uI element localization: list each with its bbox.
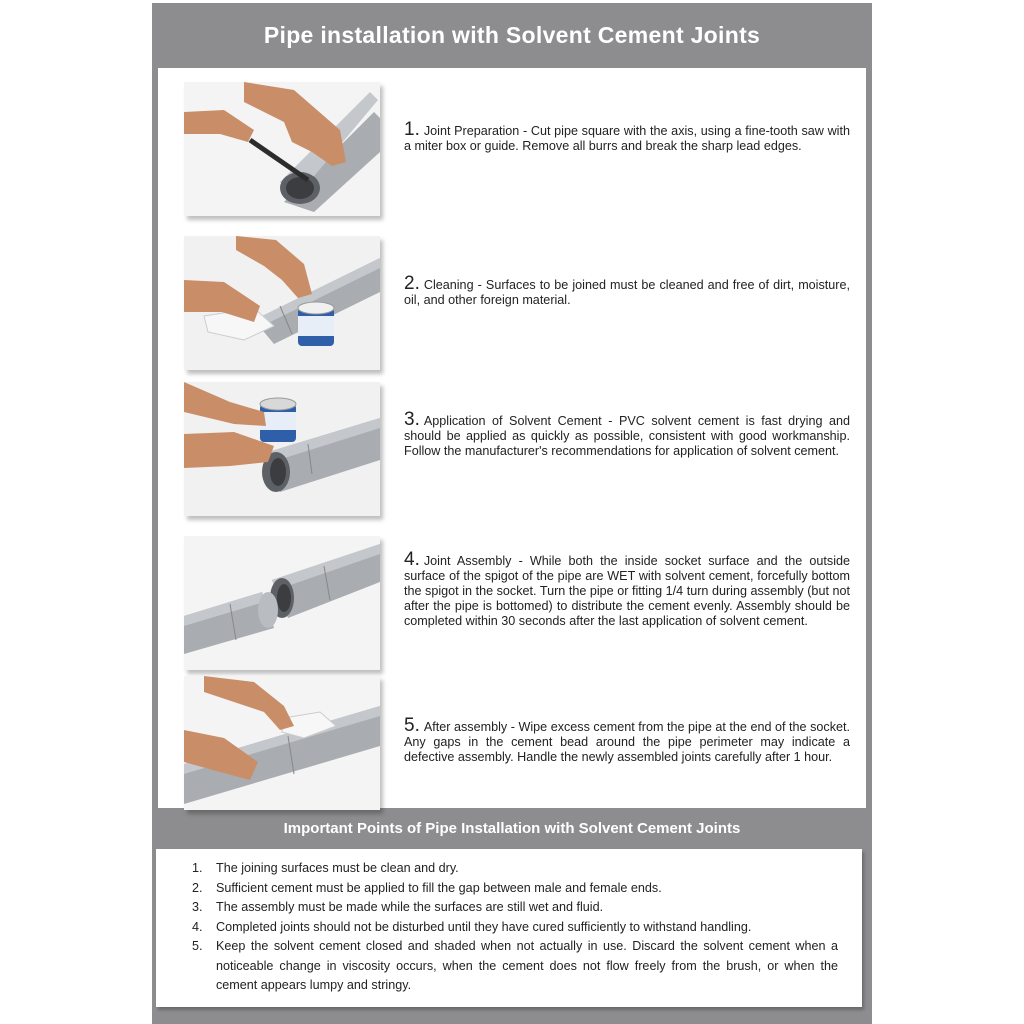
important-points-bar: [152, 808, 872, 848]
document-sheet: [152, 3, 872, 1024]
step-heading: After assembly: [423, 720, 508, 734]
important-points-box: [156, 849, 862, 1007]
step-body: While both the inside socket surface and the outside surface of the spigot of the pipe are WET with solvent cement, forcefully bottom the spigot in the socket. Turn the pipe or fitting 1/4 turn during assembly (but not after the pipe is bottomed) to distribute the cement evenly. Assembly should be completed within 30 seconds after the last application of solvent cement.: [404, 554, 850, 628]
step-number: 3.: [404, 409, 420, 430]
step-heading: Joint Preparation: [423, 124, 520, 138]
item-text: Sufficient cement must be applied to fill the gap between male and female ends.: [216, 880, 662, 895]
step-heading: Application of Solvent Cement: [423, 414, 602, 428]
step-number: 2.: [404, 273, 420, 294]
step-body: Wipe excess cement from the pipe at the end of the socket. Any gaps in the cement bead around the pipe perimeter may indicate a defective assembly. Handle the newly assembled joints carefully after 1 hour.: [404, 720, 850, 764]
step-2-text: 2. Cleaning - Surfaces to be joined must be cleaned and free of dirt, moisture, oil, and other foreign material.: [404, 273, 850, 307]
title-bar: [152, 3, 872, 67]
item-text: The assembly must be made while the surfaces are still wet and fluid.: [216, 900, 604, 914]
steps-panel: [158, 68, 866, 808]
item-number: 5.: [192, 939, 203, 953]
step-3-text: 3. Application of Solvent Cement - PVC solvent cement is fast drying and should be applied as quickly as possible, consistent with good workmanship. Follow the manufacturer's recommendations for application of solvent cement.: [404, 409, 850, 458]
step-number: 4.: [404, 549, 420, 570]
photo-cleaning-pipe: [184, 236, 380, 370]
list-item: [192, 859, 838, 879]
item-number: 4.: [192, 919, 203, 934]
page-title: Pipe installation with Solvent Cement Joints: [263, 21, 761, 48]
photo-cutting-pipe: [184, 82, 380, 216]
step-body: Surfaces to be joined must be cleaned and free of dirt, moisture, oil, and other foreign material.: [404, 278, 850, 307]
item-text: The joining surfaces must be clean and dry.: [216, 861, 459, 875]
step-number: 5.: [404, 715, 420, 736]
photo-joint-assembly: [184, 536, 380, 670]
important-points-title: Important Points of Pipe Installation with Solvent Cement Joints: [283, 819, 741, 837]
list-item: [192, 918, 838, 938]
item-text: Completed joints should not be disturbed until they have cured sufficiently to withstand handling.: [216, 919, 752, 934]
photo-wiping-excess: [184, 676, 380, 810]
list-item: [192, 898, 838, 918]
list-item: [192, 937, 838, 996]
item-number: 3.: [192, 900, 203, 914]
photo-applying-cement: [184, 382, 380, 516]
step-1-text: 1. Joint Preparation - Cut pipe square with the axis, using a fine-tooth saw with a miter box or guide. Remove all burrs and break the sharp lead edges.: [404, 119, 850, 153]
list-item: [192, 879, 838, 899]
step-heading: Cleaning: [423, 278, 474, 292]
step-number: 1.: [404, 119, 420, 140]
step-heading: Joint Assembly: [423, 554, 512, 568]
item-text: Keep the solvent cement closed and shaded when not actually in use. Discard the solvent cement when a noticeable change in viscosity occurs, when the cement does not flow freely from the brush, or when the cement appears lumpy and stringy.: [216, 939, 838, 992]
item-number: 2.: [192, 880, 203, 895]
step-4-text: 4. Joint Assembly - While both the inside socket surface and the outside surface of the spigot of the pipe are WET with solvent cement, forcefully bottom the spigot in the socket. Turn the pipe or fitting 1/4 turn during assembly (but not after the pipe is bottomed) to distribute the cement evenly. Assembly should be completed within 30 seconds after the last application of solvent cement.: [404, 549, 850, 628]
step-body: Cut pipe square with the axis, using a fine-tooth saw with a miter box or guide. Remove all burrs and break the sharp lead edges.: [404, 124, 850, 153]
step-5-text: 5. After assembly - Wipe excess cement from the pipe at the end of the socket. Any gaps in the cement bead around the pipe perimeter may indicate a defective assembly. Handle the newly assembled joints carefully after 1 hour.: [404, 715, 850, 764]
important-points-list: [192, 859, 838, 996]
step-body: PVC solvent cement is fast drying and should be applied as quickly as possible, consistent with good workmanship. Follow the manufacturer's recommendations for application of solvent cement.: [404, 414, 850, 458]
item-number: 1.: [192, 861, 203, 875]
